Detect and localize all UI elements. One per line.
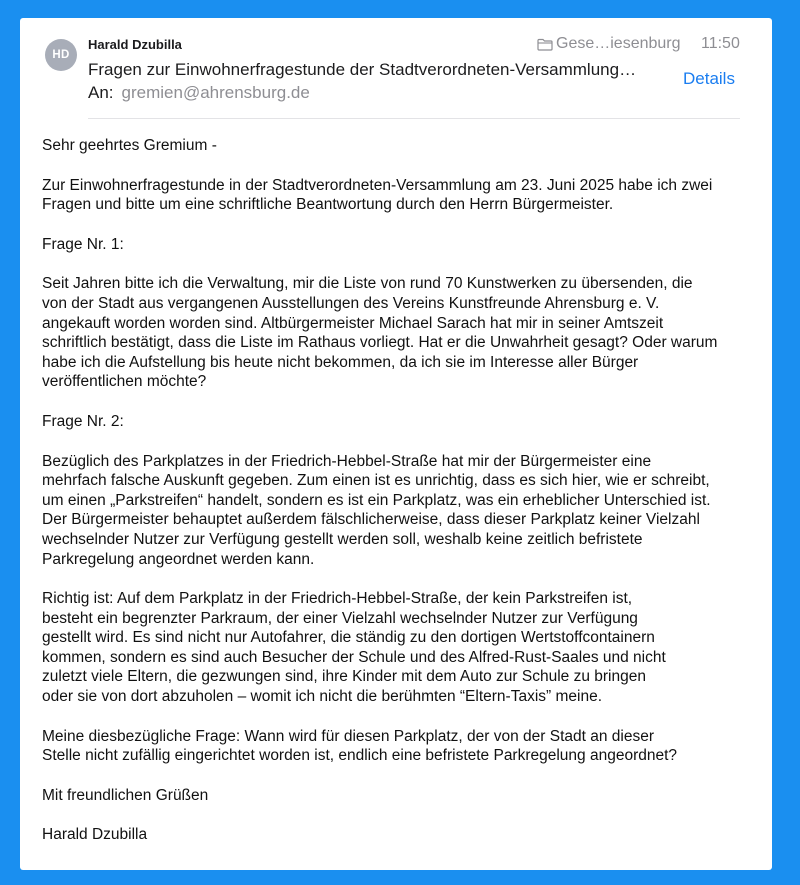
recipient-address[interactable]: gremien@ahrensburg.de <box>121 83 310 102</box>
body-paragraph: Meine diesbezügliche Frage: Wann wird für diesen Parkplatz, der von der Stadt an dieser Stelle nicht zufällig eingerichtet worden ist, endlich eine befristete Parkregelung angeordnet? <box>42 727 678 765</box>
recipient-row <box>88 83 310 103</box>
email-card <box>20 18 772 870</box>
signature-name: Harald Dzubilla <box>42 826 148 844</box>
body-paragraph: Bezüglich des Parkplatzes in der Friedrich-Hebbel-Straße hat mir der Bürgermeister eine mehrfach falsche Auskunft gegeben. Zum einen ist es unrichtig, dass es sich hier, wie er schreibt, um einen „Parkstreifen“ handelt, sondern es ist ein Parkplatz, was ein erheblicher Unterschied ist. Der Bürgermeister behauptet außerdem fälschlicherweise, dass dieser Parkplatz keiner Vielzahl wechselnder Nutzer zur Verfügung gestellt werden soll, weshalb keine zeitlich befristete Parkregelung angeordnet werden kann. <box>42 452 711 568</box>
received-time: 11:50 <box>701 35 740 52</box>
mailbox-folder[interactable] <box>537 35 681 53</box>
question-2-heading: Frage Nr. 2: <box>42 412 124 430</box>
email-subject: Fragen zur Einwohnerfragestunde der Stadtverordneten-Versammlung… <box>88 60 637 79</box>
body-paragraph: Richtig ist: Auf dem Parkplatz in der Friedrich-Hebbel-Straße, der kein Parkstreifen ist, besteht ein begrenzter Parkraum, der einer Vielzahl wechselnder Nutzer zur Verfügung gestellt wird. Es sind nicht nur Autofahrer, die ständig zu den dortigen Wertstoffcontainern kommen, sondern es sind auch Besucher der Schule und des Alfred-Rust-Saales und nicht zuletzt viele Eltern, die gezwungen sind, ihre Kinder mit dem Auto zur Schule zu bringen oder sie von dort abzuholen – womit ich nicht die berühmten “Eltern-Taxis” meine. <box>42 590 666 706</box>
folder-label: Gese…iesenburg <box>556 35 681 52</box>
closing: Mit freundlichen Grüßen <box>42 786 209 804</box>
avatar[interactable]: HD <box>45 39 77 71</box>
sender-name[interactable]: Harald Dzubilla <box>88 37 182 52</box>
body-paragraph: Zur Einwohnerfragestunde in der Stadtverordneten-Versammlung am 23. Juni 2025 habe ich zwei Fragen und bitte um eine schriftliche Beantwortung durch den Herrn Bürgermeister. <box>42 176 713 214</box>
salutation: Sehr geehrtes Gremium - <box>42 137 217 154</box>
details-button[interactable]: Details <box>683 69 735 88</box>
header-divider <box>88 118 740 119</box>
body-paragraph: Seit Jahren bitte ich die Verwaltung, mir die Liste von rund 70 Kunstwerken zu übersenden, die von der Stadt aus vergangenen Ausstellungen des Vereins Kunstfreunde Ahrensburg e. V. angekauft worden worden sind. Altbürgermeister Michael Sarach hat mir in seiner Amtszeit schriftlich bestätigt, dass die Liste im Rathaus vorliegt. Hat er die Unwahrheit gesagt? Oder warum habe ich die Aufstellung bis heute nicht bekommen, da ich sie im Interesse aller Bürger veröffentlichen möchte? <box>42 275 718 391</box>
folder-icon <box>537 38 553 51</box>
recipient-label: An: <box>88 83 114 102</box>
email-body <box>42 136 764 865</box>
question-1-heading: Frage Nr. 1: <box>42 235 124 253</box>
